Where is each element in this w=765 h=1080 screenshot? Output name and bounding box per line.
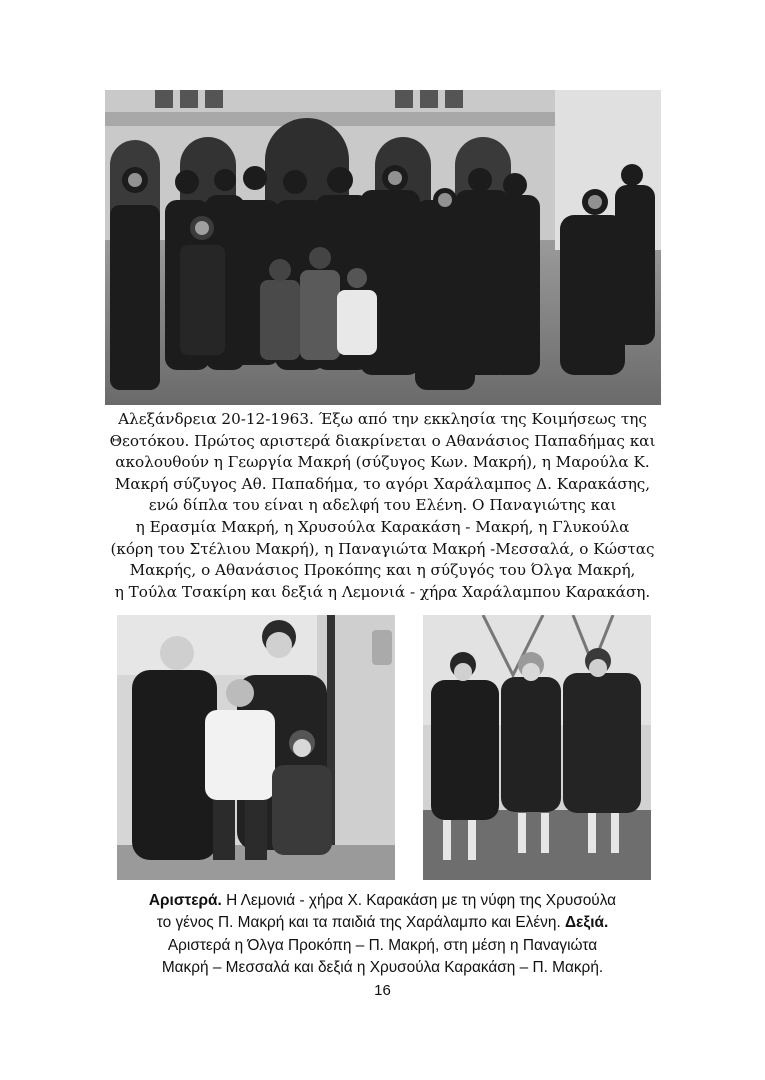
photo-group-church-image	[105, 90, 661, 405]
caption-line: ενώ δίπλα του είναι η αδελφή του Ελένη. Ο Παναγιώτης και	[148, 496, 617, 515]
caption-text: το γένος Π. Μακρή και τα παιδιά της Χαράλαμπο και Ελένη.	[156, 914, 565, 932]
group-photo-church	[105, 90, 661, 405]
caption-line: Μακρή – Μεσσαλά και δεξιά η Χρυσούλα Καρακάση – Π. Μακρή.	[161, 959, 604, 977]
caption-line: Μακρή σύζυγος Αθ. Παπαδήμα, το αγόρι Χαράλαμπος Δ. Καρακάσης,	[114, 474, 651, 493]
left-label: Αριστερά.	[148, 892, 222, 909]
top-photo-caption	[0, 409, 765, 603]
caption-line: η Ερασμία Μακρή, η Χρυσούλα Καρακάση - Μακρή, η Γλυκούλα	[135, 517, 630, 536]
caption-line: ακολουθούν η Γεωργία Μακρή (σύζυγος Κων. Μακρή), η Μαρούλα Κ.	[115, 453, 650, 472]
bottom-photos-caption	[0, 890, 765, 980]
caption-text: Η Λεμονιά - χήρα Χ. Καρακάση με τη νύφη της Χρυσούλα	[221, 892, 617, 909]
right-label: Δεξιά.	[565, 914, 609, 932]
family-photo-left	[117, 615, 395, 880]
caption-line: Αλεξάνδρεια 20-12-1963. Έξω από την εκκλησία της Κοιμήσεως της	[118, 410, 647, 428]
caption-line	[0, 912, 765, 934]
caption-line: (κόρη του Στέλιου Μακρή), η Παναγιώτα Μακρή -Μεσσαλά, ο Κώστας	[110, 539, 655, 558]
photo-family-four-image	[117, 615, 395, 880]
caption-line: Αριστερά η Όλγα Προκόπη – Π. Μακρή, στη μέση η Παναγιώτα	[167, 936, 598, 954]
caption-line: η Τούλα Τσακίρη και δεξιά η Λεμονιά - χήρα Χαράλαμπου Καρακάση.	[114, 582, 651, 601]
caption-line: Θεοτόκου. Πρώτος αριστερά διακρίνεται ο Αθανάσιος Παπαδήμας και	[109, 431, 656, 450]
caption-line	[0, 890, 765, 912]
three-women-photo-right	[423, 615, 651, 880]
page-number: 16	[374, 982, 391, 999]
photo-three-women-image	[423, 615, 651, 880]
caption-line: Μακρής, ο Αθανάσιος Προκόπης και η σύζυγός του Όλγα Μακρή,	[129, 561, 636, 580]
